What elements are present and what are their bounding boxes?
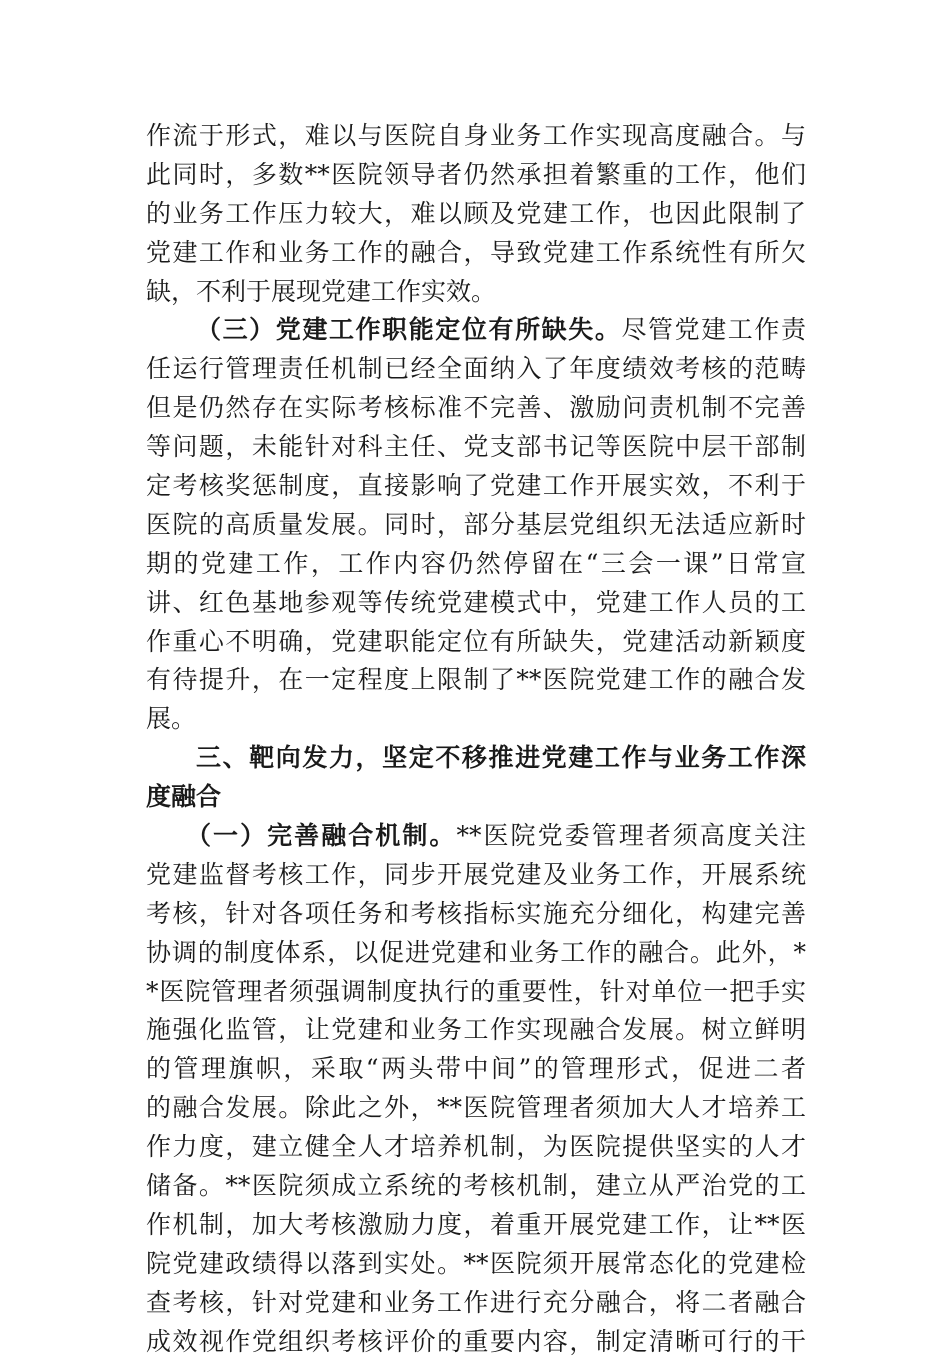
text-line: 医院的高质量发展。同时，部分基层党组织无法适应新时 [146, 509, 806, 539]
subsection-title: （三）党建工作职能定位有所缺失。 [196, 315, 622, 345]
text-line: 等问题，未能针对科主任、党支部书记等医院中层干部制 [146, 432, 806, 462]
text-line [146, 311, 806, 350]
paragraph [146, 311, 806, 739]
text-line: 作流于形式，难以与医院自身业务工作实现高度融合。与 [146, 121, 806, 150]
paragraph [146, 117, 806, 311]
section-heading [146, 739, 806, 817]
text-line: 考核，针对各项任务和考核指标实施充分细化，构建完善 [146, 898, 806, 928]
text-line: 作重心不明确，党建职能定位有所缺失，党建活动新颖度 [146, 626, 806, 656]
text-line: 成效视作党组织考核评价的重要内容，制定清晰可行的干 [146, 1326, 806, 1356]
text-line: 的管理旗帜，采取“两头带中间”的管理形式，促进二者 [146, 1054, 806, 1084]
document-body [146, 117, 806, 1362]
text-line: 查考核，针对党建和业务工作进行充分融合，将二者融合 [146, 1287, 806, 1317]
text-line: 施强化监管，让党建和业务工作实现融合发展。树立鲜明 [146, 1015, 806, 1045]
text-line: 储备。**医院须成立系统的考核机制，建立从严治党的工 [146, 1171, 806, 1201]
text-line: 的业务工作压力较大，难以顾及党建工作，也因此限制了 [146, 198, 806, 228]
text-line: 的融合发展。除此之外，**医院管理者须加大人才培养工 [146, 1093, 806, 1123]
text-fragment: **医院党委管理者须高度关注 [456, 821, 806, 851]
text-line: 作力度，建立健全人才培养机制，为医院提供坚实的人才 [146, 1132, 806, 1162]
text-line: 展。 [146, 704, 197, 734]
heading-line: 三、靶向发力，坚定不移推进党建工作与业务工作深 [196, 743, 806, 773]
text-line: 缺，不利于展现党建工作实效。 [146, 276, 497, 306]
text-line: *医院管理者须强调制度执行的重要性，针对单位一把手实 [146, 976, 806, 1006]
text-line: 党建监督考核工作，同步开展党建及业务工作，开展系统 [146, 859, 806, 889]
heading-line: 度融合 [146, 782, 222, 812]
text-line: 有待提升，在一定程度上限制了**医院党建工作的融合发 [146, 665, 806, 695]
text-line: 但是仍然存在实际考核标准不完善、激励问责机制不完善 [146, 393, 806, 423]
text-line: 期的党建工作，工作内容仍然停留在“三会一课”日常宣 [146, 548, 806, 578]
text-line: 任运行管理责任机制已经全面纳入了年度绩效考核的范畴 [146, 354, 806, 384]
text-line: 院党建政绩得以落到实处。**医院须开展常态化的党建检 [146, 1248, 806, 1278]
text-line: 党建工作和业务工作的融合，导致党建工作系统性有所欠 [146, 237, 806, 267]
text-line: 讲、红色基地参观等传统党建模式中，党建工作人员的工 [146, 587, 806, 617]
paragraph [146, 817, 806, 1361]
text-line: 协调的制度体系，以促进党建和业务工作的融合。此外，* [146, 937, 806, 967]
text-line: 作机制，加大考核激励力度，着重开展党建工作，让**医 [146, 1209, 806, 1239]
text-line: 定考核奖惩制度，直接影响了党建工作开展实效，不利于 [146, 471, 806, 501]
text-fragment: 尽管党建工作责 [621, 315, 806, 345]
text-line [146, 817, 806, 856]
text-line: 此同时，多数**医院领导者仍然承担着繁重的工作，他们 [146, 159, 806, 189]
subsection-title: （一）完善融合机制。 [186, 821, 457, 851]
